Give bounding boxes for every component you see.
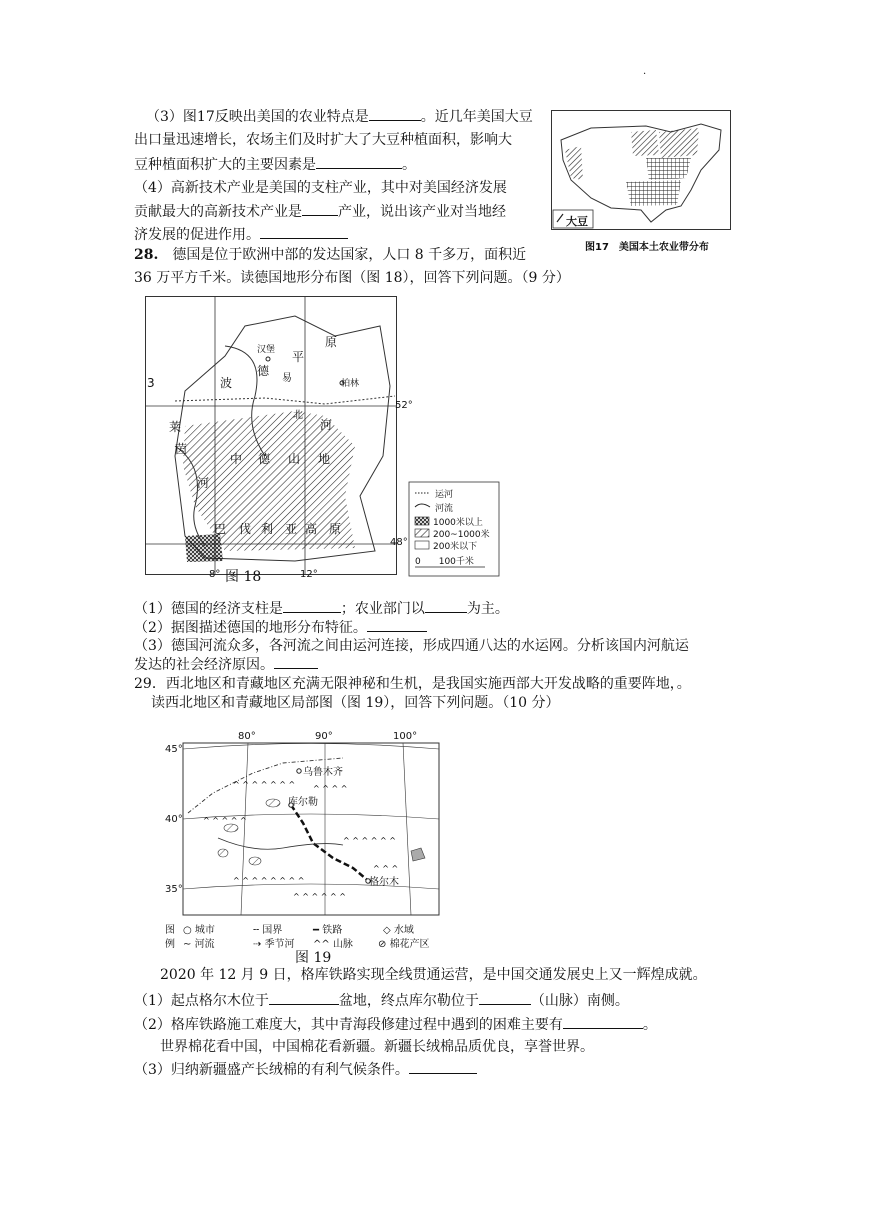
map-label: 原	[325, 335, 338, 349]
q28-intro-text: 德国是位于欧洲中部的发达国家，人口 8 千多万，面积近	[172, 247, 527, 263]
legend-canal-label: 运河	[435, 490, 454, 500]
fig19-caption: 图 19	[295, 950, 332, 966]
q29-sub1-text-b: 盆地，终点库尔勒位于	[338, 993, 479, 1009]
fig19-labels: 80° 90° 100° 45° 40° 35° 乌鲁木齐 库尔勒 格尔木 图 例 ○ 城市 ╌ 国界 ━ 铁路 ◇ 水域 ∼ 河流 ⇢ 季节河 ^^ 山脉 ⊘ 棉花产区 图 19	[165, 731, 430, 966]
q27-p3-line1	[146, 106, 533, 127]
map-label: 山	[288, 452, 301, 466]
legend-seasonal-river-label: 季节河	[264, 939, 295, 950]
svg-text:^ ^ ^ ^ ^ ^: ^ ^ ^ ^ ^ ^	[293, 892, 346, 901]
q29-sub1	[134, 990, 629, 1011]
q28-number: 28.	[134, 247, 159, 263]
fig17-legend-label: 大豆	[566, 215, 588, 228]
fig18-caption: 图 18	[225, 569, 262, 585]
map-label: 平	[292, 350, 305, 364]
q28-sub3-line1: （3）德国河流众多，各河流之间由运河连接，形成四通八达的水运网。分析该国内河航运	[134, 638, 689, 654]
fig17-region-northeast	[659, 128, 699, 158]
legend-river-label: 河流	[435, 504, 454, 514]
legend-railway-label: 铁路	[322, 925, 343, 936]
legend-city-label: 城市	[194, 925, 215, 936]
map-label-berlin: 柏林	[341, 379, 360, 389]
svg-text:^ ^ ^ ^ ^: ^ ^ ^ ^ ^	[203, 816, 247, 825]
q28-intro-line1	[134, 245, 526, 265]
header-mark: .	[643, 66, 647, 77]
map-label: 巴	[214, 522, 227, 536]
q29-intro-line2: 读西北地区和青藏地区局部图（图 19），回答下列问题。（10 分）	[151, 695, 560, 711]
legend-river-label: 河流	[194, 939, 215, 950]
map-label: 亚	[285, 522, 298, 536]
q27-p3-text-d: 。	[402, 157, 416, 173]
longitude-label-100: 100°	[393, 731, 418, 742]
legend-cotton-label: 棉花产区	[389, 939, 430, 950]
q29-sub2	[134, 1014, 657, 1035]
q29-para1: 2020 年 12 月 9 日，格库铁路实现全线贯通运营，是中国交通发展史上又一辉煌成就。	[160, 967, 707, 983]
q27-p4-text-c: 济发展的促进作用。	[134, 227, 260, 243]
q27-p4-text-a: 贡献最大的高新技术产业是	[134, 204, 302, 220]
legend-title: 图	[165, 925, 175, 936]
map-label-hamburg: 汉堡	[257, 345, 276, 355]
fig17-region-north	[631, 130, 659, 156]
answer-blank[interactable]	[369, 106, 421, 121]
legend-border-label: 国界	[262, 925, 283, 936]
q29-sub3	[134, 1059, 477, 1080]
q29-sub1-text-a: （1）起点格尔木位于	[134, 993, 269, 1009]
answer-blank[interactable]	[367, 617, 427, 632]
longitude-label-8: 8°	[209, 569, 221, 580]
answer-blank[interactable]	[425, 598, 467, 613]
q29-intro-line1: 29．西北地区和青藏地区充满无限神秘和生机，是我国实施西部大开发战略的重要阵地，。	[134, 676, 691, 692]
svg-text:^ ^ ^: ^ ^ ^	[373, 864, 399, 873]
q28-intro-line2: 36 万平方千米。读德国地形分布图（图 18），回答下列问题。（9 分）	[134, 270, 570, 286]
map-label: 易	[282, 373, 292, 384]
q28-sub2-text: （2）据图描述德国的地形分布特征。	[134, 620, 367, 636]
answer-blank[interactable]	[274, 654, 318, 669]
latitude-label-52: 52°	[395, 400, 413, 411]
legend-low-label: 200米以下	[433, 542, 478, 552]
q27-p3-text-c: 豆种植面积扩大的主要因素是	[134, 157, 316, 173]
map-label: 德	[257, 364, 270, 378]
q27-p4-line1: （4）高新技术产业是美国的支柱产业，其中对美国经济发展	[134, 180, 507, 196]
legend-title: 例	[165, 939, 175, 950]
latitude-label-40: 40°	[165, 814, 183, 825]
map-label: 高	[305, 522, 318, 536]
longitude-label-80: 80°	[238, 731, 256, 742]
city-label-korla: 库尔勒	[288, 797, 318, 808]
answer-blank[interactable]	[479, 990, 531, 1005]
q27-p3-text-a: （3）图17反映出美国的农业特点是	[146, 109, 369, 125]
answer-blank[interactable]	[409, 1059, 477, 1074]
map-label: 原	[329, 522, 342, 536]
map-label: 河	[320, 418, 333, 432]
q27-p4-text-b: 产业，说出该产业对当地经	[338, 204, 506, 220]
map-label: 地	[318, 452, 331, 466]
map-label: 利	[261, 522, 274, 536]
legend-mid-label: 200~1000米	[433, 530, 490, 540]
q28-sub1-text-b: ；农业部门以	[340, 601, 425, 617]
fig18-labels	[145, 296, 505, 585]
longitude-label-90: 90°	[315, 731, 333, 742]
q27-p3-line2: 出口量迅速增长，农场主们及时扩大了大豆种植面积，影响大	[134, 132, 512, 148]
map-label: 北	[293, 410, 303, 421]
svg-text:^ ^ ^ ^: ^ ^ ^ ^	[313, 784, 348, 793]
map-label: 茵	[175, 442, 188, 456]
legend-high-label: 1000米以上	[433, 518, 483, 528]
fig17-region-south	[626, 180, 681, 206]
fig17-region-corn	[646, 158, 691, 180]
q28-sub3-text: 发达的社会经济原因。	[134, 657, 274, 673]
q28-sub3-line2	[134, 654, 318, 675]
scale-bar-label: 0 100千米	[415, 557, 474, 567]
map-label: 3	[147, 376, 155, 390]
map-label: 波	[220, 376, 233, 390]
q28-sub1-text-a: （1）德国的经济支柱是	[134, 601, 283, 617]
answer-blank[interactable]	[269, 990, 339, 1005]
city-label-golmud: 格尔木	[369, 877, 399, 888]
q27-p4-line2	[134, 201, 506, 222]
q29-sub2-text-b: 。	[642, 1017, 657, 1033]
q27-p3-line3	[134, 154, 416, 175]
answer-blank[interactable]	[316, 154, 402, 169]
q29-sub3-text: （3）归纳新疆盛产长绒棉的有利气候条件。	[134, 1062, 409, 1078]
answer-blank[interactable]	[283, 598, 341, 613]
q28-sub2	[134, 617, 427, 638]
city-label-urumqi: 乌鲁木齐	[303, 767, 343, 778]
latitude-label-35: 35°	[165, 884, 183, 895]
map-label: 中	[230, 452, 243, 466]
svg-text:^ ^ ^ ^ ^ ^ ^: ^ ^ ^ ^ ^ ^ ^	[233, 780, 296, 789]
legend-water-label: 水域	[393, 925, 414, 936]
svg-text:^ ^ ^ ^ ^ ^ ^ ^: ^ ^ ^ ^ ^ ^ ^ ^	[233, 876, 305, 885]
q28-sub1	[134, 598, 509, 619]
q27-p4-line3	[134, 224, 348, 245]
q27-p3-text-b: 。近几年美国大豆	[420, 109, 533, 125]
answer-blank[interactable]	[563, 1014, 643, 1029]
legend-mountain-label: 山脉	[332, 939, 353, 950]
longitude-label-12: 12°	[300, 569, 318, 580]
latitude-label-48: 48°	[390, 537, 408, 548]
map-label: 河	[197, 476, 210, 490]
map-label: 德	[258, 452, 271, 466]
latitude-label-45: 45°	[165, 744, 183, 755]
map-label: 伐	[239, 522, 252, 536]
fig17-caption: 图17 美国本土农业带分布	[585, 242, 709, 253]
q29-para2: 世界棉花看中国，中国棉花看新疆。新疆长绒棉品质优良，享誉世界。	[160, 1039, 594, 1055]
q29-sub1-text-c: （山脉）南侧。	[530, 993, 629, 1009]
answer-blank[interactable]	[302, 201, 338, 216]
q28-sub1-text-c: 为主。	[466, 601, 509, 617]
answer-blank[interactable]	[260, 224, 348, 239]
q29-sub2-text-a: （2）格库铁路施工难度大，其中青海段修建过程中遇到的困难主要有	[134, 1017, 563, 1033]
map-label: 莱	[169, 420, 182, 434]
svg-text:^ ^ ^ ^ ^ ^: ^ ^ ^ ^ ^ ^	[343, 836, 396, 845]
us-agriculture-map	[551, 110, 731, 230]
